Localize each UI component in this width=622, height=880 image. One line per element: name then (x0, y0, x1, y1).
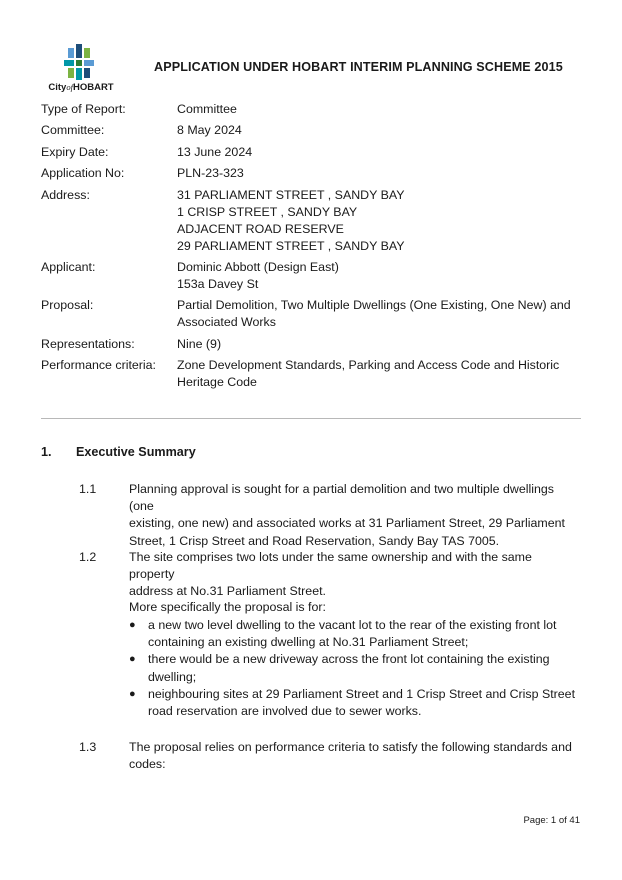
paragraph-1-2: 1.2 The site comprises two lots under the same ownership and with the same property address at No.31 Parliament Street. (79, 550, 532, 599)
bullet-icon: ● (129, 687, 136, 700)
section-heading: 1. Executive Summary (41, 445, 196, 459)
detail-row-proposal: Proposal: Partial Demolition, Two Multiple Dwellings (One Existing, One New) and Associated Works (41, 298, 571, 330)
page-number: Page: 1 of 41 (523, 815, 580, 826)
divider (41, 418, 581, 419)
logo-block (68, 68, 74, 78)
detail-row-address: Address: 31 PARLIAMENT STREET , SANDY BAY 1 CRISP STREET , SANDY BAY ADJACENT ROAD RESERVE 29 PARLIAMENT STREET , SANDY BAY (41, 187, 405, 253)
logo-block (68, 48, 74, 58)
list-item: ● neighbouring sites at 29 Parliament Street and 1 Crisp Street and Crisp Street road reservation are involved due to sewer works. (129, 686, 579, 720)
detail-row-performance: Performance criteria: Zone Development Standards, Parking and Access Code and Historic Heritage Code (41, 358, 560, 390)
detail-row: Representations: Nine (9) (41, 336, 222, 351)
logo-block (84, 60, 94, 66)
paragraph-1-3: 1.3 The proposal relies on performance criteria to satisfy the following standards and codes: (79, 740, 572, 772)
logo-block (76, 60, 82, 66)
detail-row-applicant: Applicant: Dominic Abbott (Design East) 153a Davey St (41, 259, 339, 291)
paragraph-1-1: 1.1 Planning approval is sought for a partial demolition and two multiple dwellings (one existing, one new) and associated works at 31 Parliament Street, 29 Parliament Street, 1 Crisp Street and Road Reservation, Sandy Bay TAS 7005. (79, 482, 565, 548)
document-title: APPLICATION UNDER HOBART INTERIM PLANNING SCHEME 2015 (154, 60, 563, 74)
list-item: ● a new two level dwelling to the vacant lot to the rear of the existing front lot containing an existing dwelling at No.31 Parliament Street; (129, 617, 579, 651)
logo-block (84, 68, 90, 78)
bullet-icon: ● (129, 653, 136, 666)
bullet-icon: ● (129, 619, 136, 631)
detail-row: Committee: 8 May 2024 (41, 123, 242, 138)
logo-block (64, 60, 74, 66)
detail-row: Type of Report: Committee (41, 102, 237, 116)
logo-block (76, 44, 82, 58)
list-item: ● there would be a new driveway across the front lot containing the existing dwelling; (129, 651, 579, 685)
proposal-intro: More specifically the proposal is for: (129, 600, 326, 614)
report-details-table (41, 101, 581, 396)
logo-block (84, 48, 90, 58)
proposal-bullet-list (129, 617, 579, 720)
detail-row: Expiry Date: 13 June 2024 (41, 144, 253, 159)
logo-wordmark: CityofHOBART (48, 82, 114, 93)
detail-row: Application No: PLN-23-323 (41, 166, 244, 181)
logo-block (76, 68, 82, 80)
